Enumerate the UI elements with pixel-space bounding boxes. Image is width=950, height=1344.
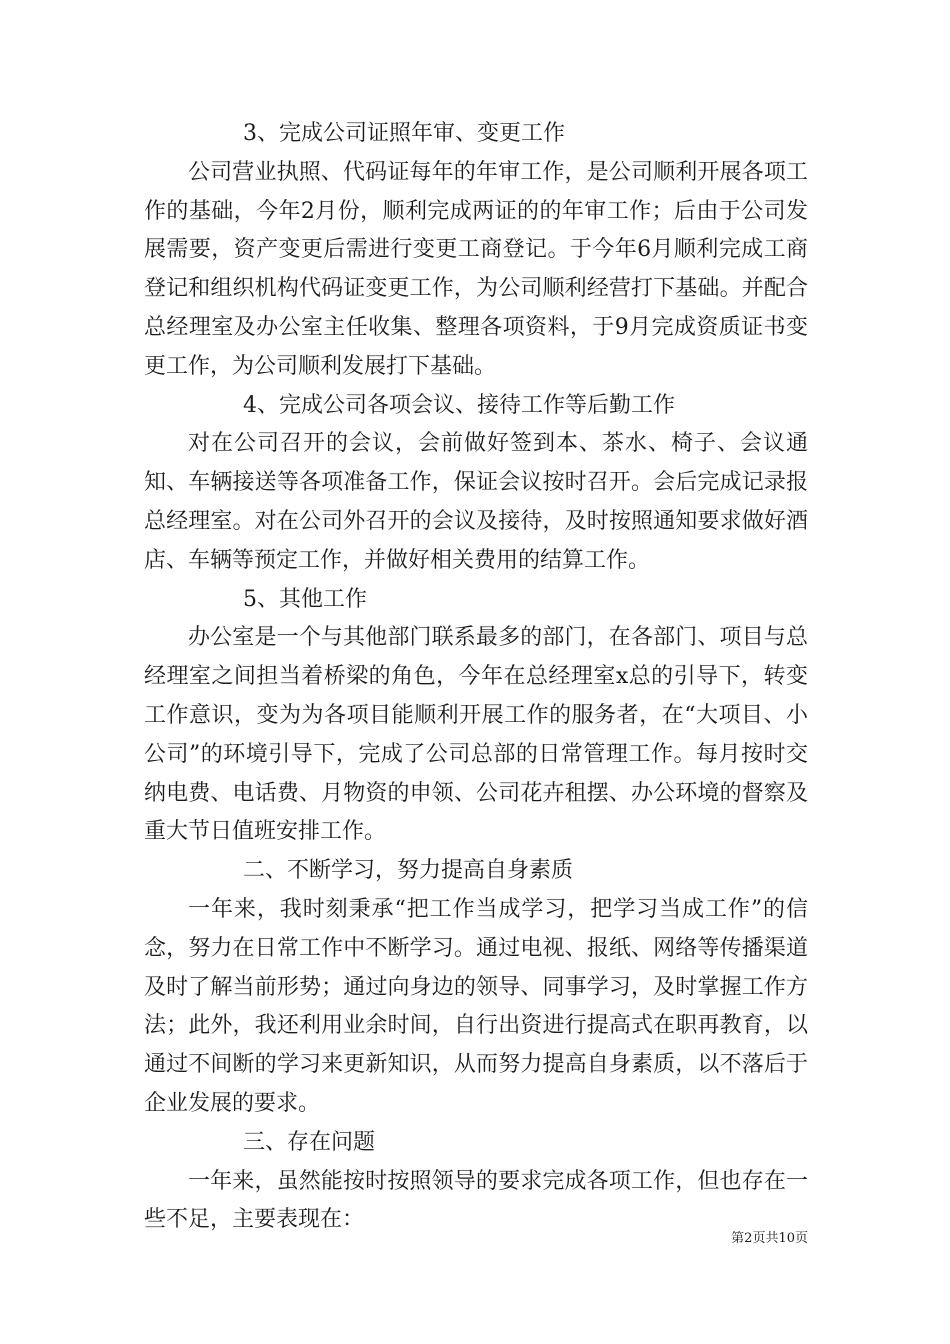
document-body xyxy=(144,115,808,1240)
section-heading: 三、存在问题 xyxy=(243,1129,376,1155)
body-paragraph: 一年来，我时刻秉承“把工作当成学习，把学习当成工作”的信念，努力在日常工作中不断学习。通过电视、报纸、网络等传播渠道及时了解当前形势；通过向身边的领导、同事学习，及时掌握工作方法；此外，我还利用业余时间，自行出资进行提高式在职再教育，以通过不间断的学习来更新知识，从而努力提高自身素质，以不落后于企业发展的要求。 xyxy=(144,896,808,1116)
section-heading: 二、不断学习，努力提高自身素质 xyxy=(243,858,574,884)
body-paragraph: 办公室是一个与其他部门联系最多的部门，在各部门、项目与总经理室之间担当着桥梁的角色，今年在总经理室x总的引导下，转变工作意识，变为为各项目能顺利开展工作的服务者，在“大项目、小公司”的环境引导下，完成了公司总部的日常管理工作。每月按时交纳电费、电话费、月物资的申领、公司花卉租摆、办公环境的督察及重大节日值班安排工作。 xyxy=(144,625,808,845)
section-heading: 5、其他工作 xyxy=(243,586,367,612)
body-paragraph: 公司营业执照、代码证每年的年审工作，是公司顺利开展各项工作的基础，今年2月份，顺利完成两证的的年审工作；后由于公司发展需要，资产变更后需进行变更工商登记。于今年6月顺利完成工商登记和组织机构代码证变更工作，为公司顺利经营打下基础。并配合总经理室及办公室主任收集、整理各项资料，于9月完成资质证书变更工作，为公司顺利发展打下基础。 xyxy=(144,159,808,379)
page-number: 第2页共10页 xyxy=(731,1231,808,1246)
section-heading: 4、完成公司各项会议、接待工作等后勤工作 xyxy=(243,392,675,418)
section-heading: 3、完成公司证照年审、变更工作 xyxy=(243,121,565,146)
body-paragraph: 对在公司召开的会议，会前做好签到本、茶水、椅子、会议通知、车辆接送等各项准备工作，保证会议按时召开。会后完成记录报总经理室。对在公司外召开的会议及接待，及时按照通知要求做好酒店、车辆等预定工作，并做好相关费用的结算工作。 xyxy=(144,431,808,573)
body-paragraph: 一年来，虽然能按时按照领导的要求完成各项工作，但也存在一些不足，主要表现在： xyxy=(144,1168,808,1233)
